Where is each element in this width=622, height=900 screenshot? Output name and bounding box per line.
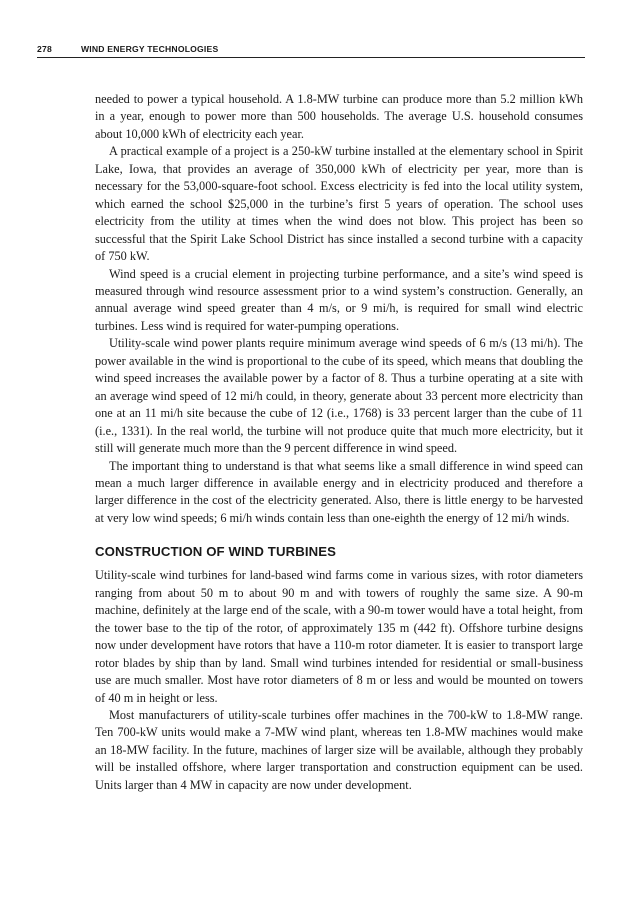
paragraph-wind-speed: Wind speed is a crucial element in projecting turbine performance, and a site’s wind speed is measured through wind resource assessment prior to a wind system’s construction. Generally, an annual average wind speed greater than 4 m/s, or 9 mi/h, is required for small wind electric turbines. Less wind is required for water-pumping operations.	[95, 266, 583, 333]
page-body	[95, 91, 583, 794]
paragraph-small-difference: The important thing to understand is that what seems like a small difference in wind speed can mean a much larger difference in available energy and in electricity produced and therefore a larger difference in the cost of the electricity generated. Also, there is little energy to be harvested at very low wind speeds; 6 mi/h winds contain less than one-eighth the energy of 12 mi/h winds.	[95, 458, 583, 525]
paragraph-spirit-lake: A practical example of a project is a 250-kW turbine installed at the elementary school in Spirit Lake, Iowa, that provides an average of 350,000 kWh of electricity per year, more than is necessary for the 53,000-square-foot school. Excess electricity is fed into the local utility system, which earned the school $25,000 in the turbine’s first 5 years of operation. The school uses electricity from the utility at times when the wind does not blow. This project has been so successful that the Spirit Lake School District has since installed a second turbine with a capacity of 750 kW.	[95, 144, 583, 264]
paragraph-manufacturers: Most manufacturers of utility-scale turbines offer machines in the 700-kW to 1.8-MW range. Ten 700-kW units would make a 7-MW wind plant, whereas ten 1.8-MW machines would make an 18-MW facility. In the future, machines of larger size will be available, although they probably will be installed offshore, where larger transportation and construction equipment can be used. Units larger than 4 MW in capacity are now under development.	[95, 707, 583, 792]
running-title: WIND ENERGY TECHNOLOGIES	[81, 44, 219, 54]
paragraph-turbine-sizes: Utility-scale wind turbines for land-based wind farms come in various sizes, with rotor diameters ranging from about 50 m to about 90 m and with towers of roughly the same size. A 90-m machine, definitely at the large end of the scale, with a 90-m tower would have a total height, from the tower base to the tip of the rotor, of approximately 135 m (442 ft). Offshore turbine designs now under development have rotors that have a 110-m rotor diameter. It is easier to transport large rotor blades by ship than by land. Small wind turbines intended for residential or small-business use are much smaller. Most have rotor diameters of 8 m or less and would be mounted on towers of 40 m in height or less.	[95, 568, 583, 705]
paragraph-utility-scale: Utility-scale wind power plants require minimum average wind speeds of 6 m/s (13 mi/h). The power available in the wind is proportional to the cube of its speed, which means that doubling the wind speed increases the available power by a factor of 8. Thus a turbine operating at a site with an average wind speed of 12 mi/h could, in theory, generate about 33 percent more electricity than one at an 11 mi/h site because the cube of 12 (i.e., 1768) is 33 percent larger than the cube of 11 (i.e., 1331). In the real world, the turbine will not produce quite that much more electricity, but it still will generate much more than the 9 percent difference in wind speed.	[95, 336, 583, 456]
running-header	[37, 44, 585, 58]
section-heading: CONSTRUCTION OF WIND TURBINES	[95, 544, 336, 560]
page-number: 278	[37, 44, 52, 54]
paragraph-continued: needed to power a typical household. A 1.8-MW turbine can produce more than 5.2 million kWh in a year, enough to power more than 500 households. The average U.S. household consumes about 10,000 kWh of electricity each year.	[95, 92, 583, 141]
